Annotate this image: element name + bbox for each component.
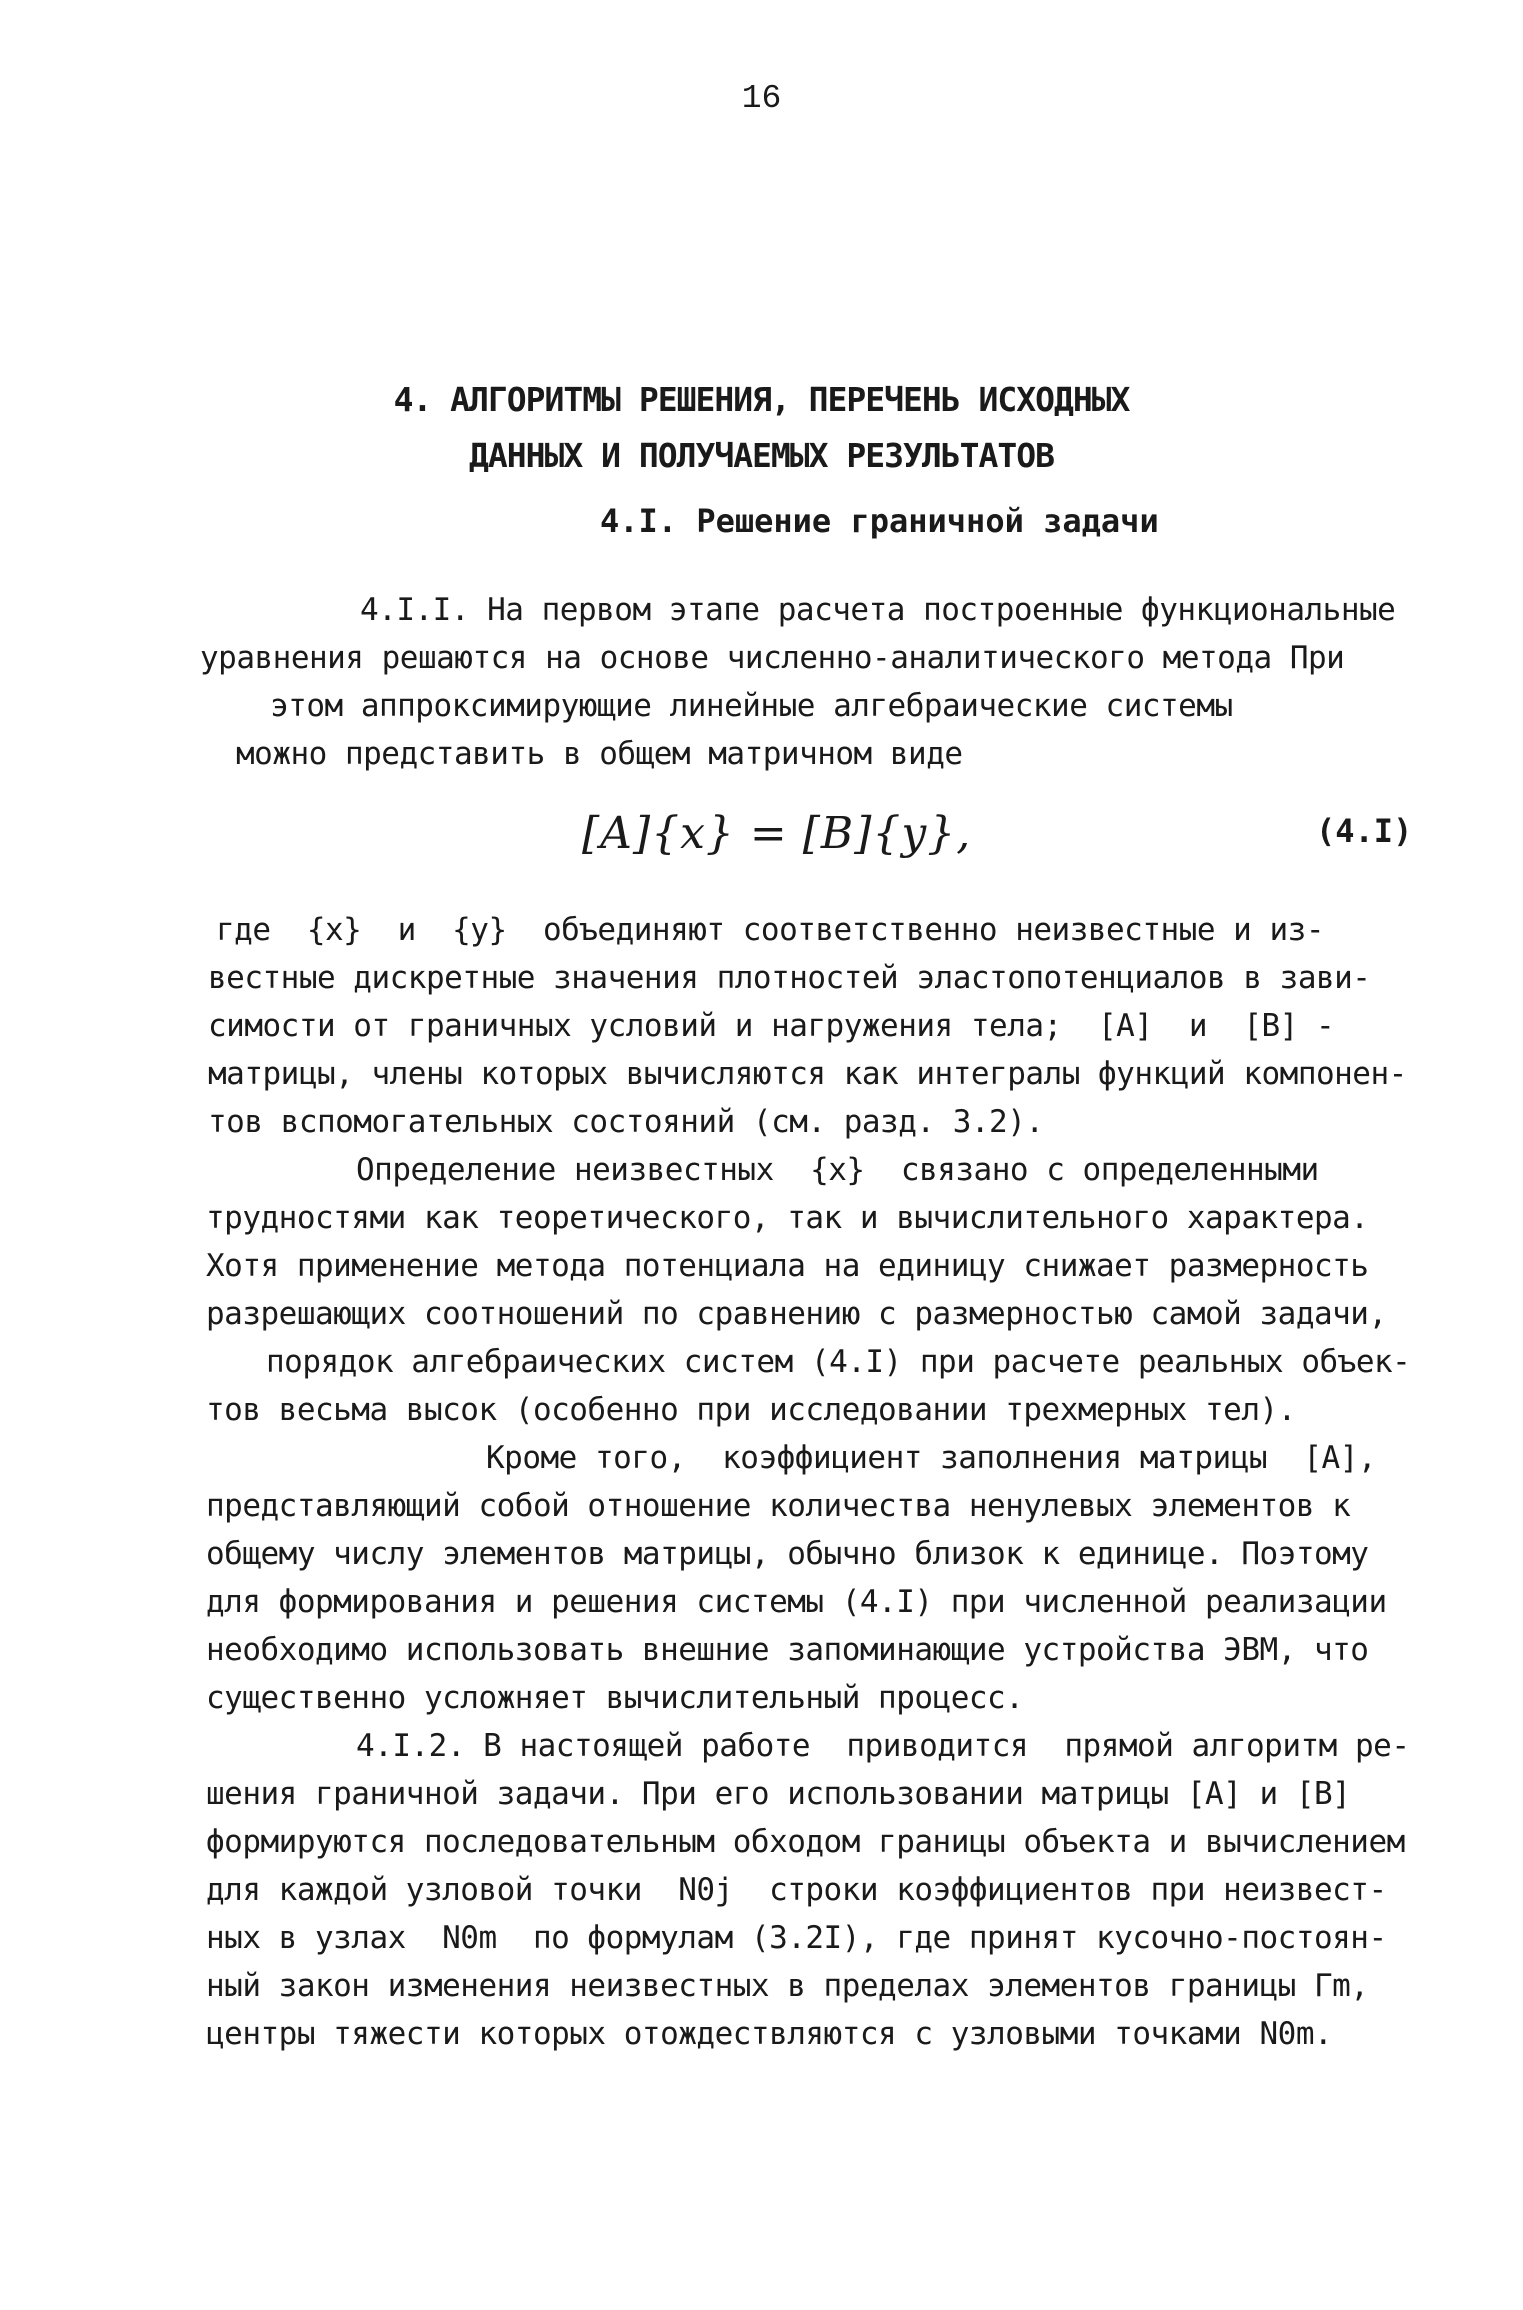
chapter-title — [0, 372, 1523, 484]
section-title: 4.I. Решение граничной задачи — [600, 502, 1159, 540]
text-line: Хотя применение метода потенциала на единицу снижает размерность — [206, 1248, 1369, 1284]
text-line: центры тяжести которых отождествляются с узловыми точками N0m. — [206, 2016, 1333, 2052]
text-line: трудностями как теоретического, так и вычислительного характера. — [206, 1200, 1369, 1236]
text-line: представляющий собой отношение количества ненулевых элементов к — [206, 1488, 1351, 1524]
text-line: симости от граничных условий и нагружения тела; [A] и [B] - — [208, 1008, 1335, 1044]
text-line: шения граничной задачи. При его использовании матрицы [A] и [B] — [206, 1776, 1351, 1812]
text-line: ных в узлах N0m по формулам (3.2I), где принят кусочно-постоян- — [206, 1920, 1387, 1956]
chapter-title-line-2: ДАННЫХ И ПОЛУЧАЕМЫХ РЕЗУЛЬТАТОВ — [469, 436, 1054, 475]
text-line: существенно усложняет вычислительный процесс. — [206, 1680, 1024, 1716]
text-line: ный закон изменения неизвестных в пределах элементов границы Гm, — [206, 1968, 1369, 2004]
equation-number: (4.I) — [1316, 812, 1413, 850]
chapter-title-line-1: 4. АЛГОРИТМЫ РЕШЕНИЯ, ПЕРЕЧЕНЬ ИСХОДНЫХ — [393, 380, 1130, 419]
text-line: можно представить в общем матричном виде — [236, 736, 963, 772]
text-line: уравнения решаются на основе численно-аналитического метода При — [200, 640, 1345, 676]
text-line: 4.I.2. В настоящей работе приводится прямой алгоритм ре- — [356, 1728, 1410, 1764]
text-line: порядок алгебраических систем (4.I) при расчете реальных объек- — [266, 1344, 1411, 1380]
text-line: 4.I.I. На первом этапе расчета построенные функциональные — [360, 592, 1396, 628]
text-line: для каждой узловой точки N0j строки коэффициентов при неизвест- — [206, 1872, 1387, 1908]
text-line: тов весьма высок (особенно при исследовании трехмерных тел). — [206, 1392, 1296, 1428]
text-line: для формирования и решения системы (4.I) при численной реализации — [206, 1584, 1387, 1620]
text-line: этом аппроксимирующие линейные алгебраические системы — [270, 688, 1233, 724]
text-line: вестные дискретные значения плотностей эластопотенциалов в зави- — [208, 960, 1371, 996]
text-line: Кроме того, коэффициент заполнения матрицы [A], — [486, 1440, 1377, 1476]
page-number: 16 — [741, 80, 782, 117]
text-line: разрешающих соотношений по сравнению с размерностью самой задачи, — [206, 1296, 1387, 1332]
text-line: тов вспомогательных состояний (см. разд. 3.2). — [208, 1104, 1044, 1140]
text-line: формируются последовательным обходом границы объекта и вычислением — [206, 1824, 1405, 1860]
text-line: необходимо использовать внешние запоминающие устройства ЭВМ, что — [206, 1632, 1369, 1668]
text-line: общему числу элементов матрицы, обычно близок к единице. Поэтому — [206, 1536, 1369, 1572]
text-line: где {x} и {y} объединяют соответственно неизвестные и из- — [216, 912, 1324, 948]
matrix-equation: [A]{x} = [B]{y}, — [582, 808, 972, 859]
text-line: Определение неизвестных {x} связано с определенными — [356, 1152, 1319, 1188]
text-line: матрицы, члены которых вычисляются как интегралы функций компонен- — [208, 1056, 1407, 1092]
